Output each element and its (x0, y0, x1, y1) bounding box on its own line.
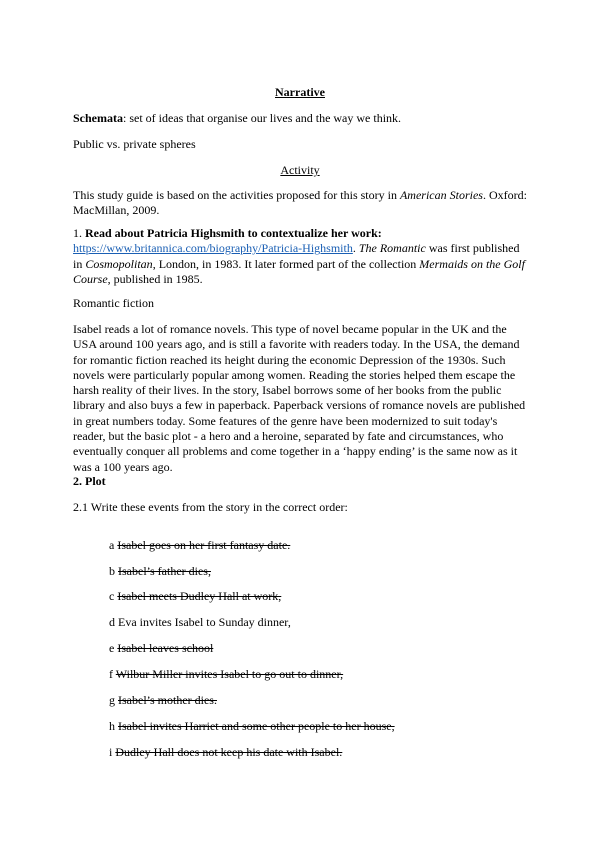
page-title: Narrative (275, 85, 325, 99)
activity-heading: Activity (280, 163, 320, 177)
intro-paragraph: This study guide is based on the activities proposed for this story in American Stories. Oxford: MacMillan, 2009. (73, 188, 527, 218)
romantic-fiction-label: Romantic fiction (73, 296, 154, 310)
event-h: h Isabel invites Harriet and some other people to her house, (109, 719, 395, 733)
event-g: g Isabel’s mother dies. (109, 693, 217, 707)
event-b: b Isabel’s father dies, (109, 564, 211, 578)
schemata-definition: Schemata: set of ideas that organise our lives and the way we think. (73, 111, 402, 125)
event-c: c Isabel meets Dudley Hall at work, (109, 589, 282, 603)
plot-heading: 2. Plot (73, 474, 106, 488)
event-f: f Wilbur Miller invites Isabel to go out to dinner, (109, 667, 344, 681)
public-private-line: Public vs. private spheres (73, 137, 196, 151)
event-d: d Eva invites Isabel to Sunday dinner, (109, 615, 291, 629)
schemata-term: Schemata (73, 111, 123, 125)
event-e: e Isabel leaves school (109, 641, 214, 655)
romantic-fiction-paragraph: Isabel reads a lot of romance novels. This type of novel became popular in the UK and the USA around 100 years ago, and is still a favorite with readers today. In the USA, the demand for romantic fiction reached its height during the economic Depression of the 1930s. Such novels were particularly popular among women. Reading the stories helped them escape the harsh reality of their lives. In the story, Isabel borrows some of her books from the public library and also buys a few in paperback. Paperback versions of romance novels are published in great numbers today. Some features of the genre have been modernized to suit today's reader, but the basic plot - a hero and a heroine, separated by fate and circumstances, who eventually conquer all problems and come together in a ‘happy ending’ is the same now as it was a 100 years ago. (73, 322, 526, 474)
britannica-link[interactable]: https://www.britannica.com/biography/Patricia-Highsmith (73, 241, 353, 256)
event-i: i Dudley Hall does not keep his date with Isabel. (109, 745, 343, 759)
section1-heading: Read about Patricia Highsmith to contextualize her work: (85, 226, 382, 240)
plot-instruction: 2.1 Write these events from the story in the correct order: (73, 500, 348, 514)
event-a: a Isabel goes on her first fantasy date. (109, 538, 291, 552)
section1-paragraph: 1. Read about Patricia Highsmith to contextualize her work: https://www.britannica.com/biography/Patricia-Highsmith. The Romantic was first published in Cosmopolitan, London, in 1983. It later formed part of the collection Mermaids on the Golf Course, published in 1985. (73, 226, 525, 286)
